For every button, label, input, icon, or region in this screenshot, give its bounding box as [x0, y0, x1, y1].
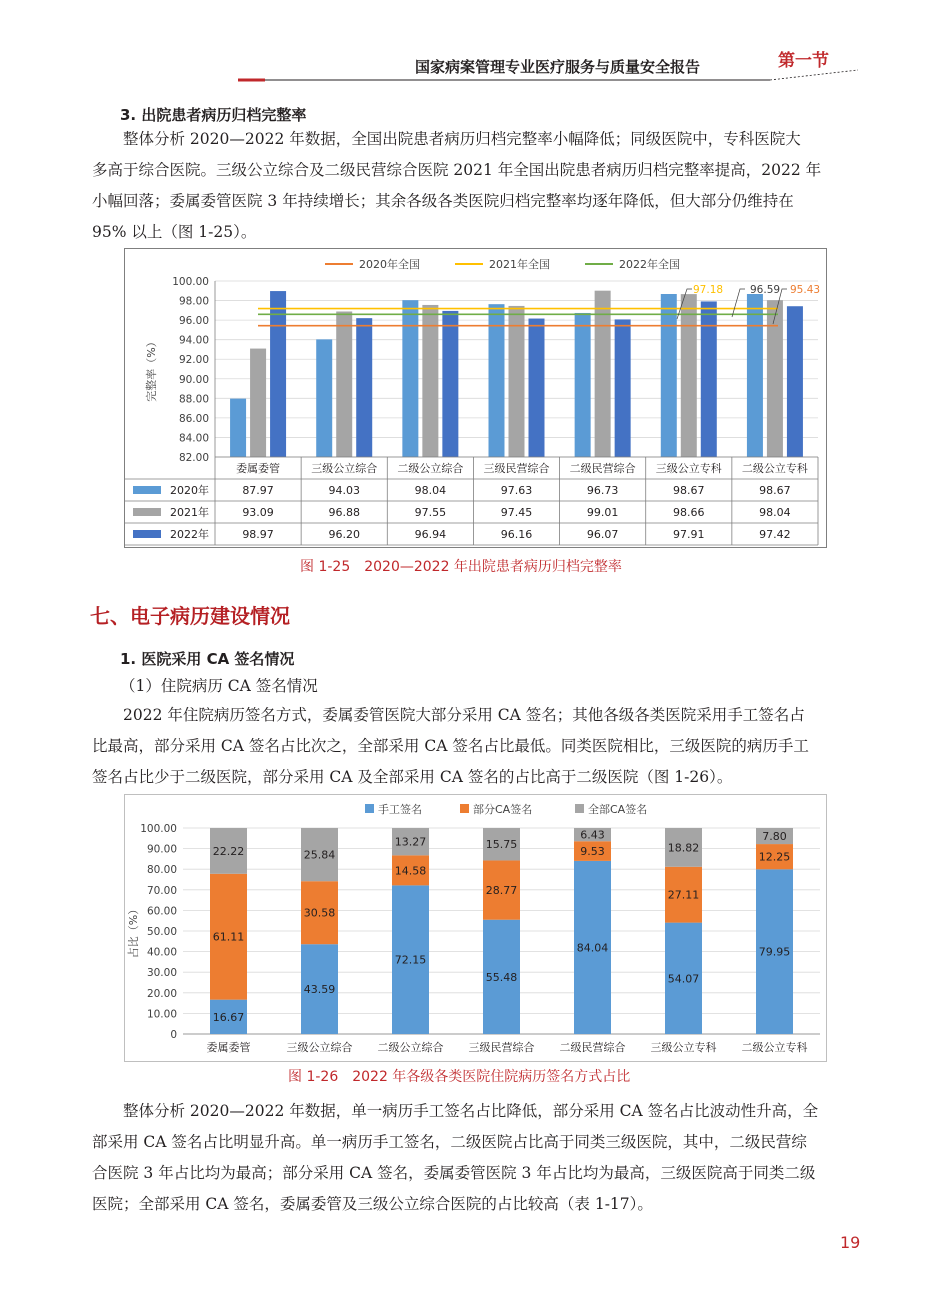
category-label: 三级公立专科 — [650, 1041, 717, 1054]
series-label: 2020年 — [170, 484, 209, 497]
table-cell: 96.07 — [586, 528, 619, 541]
y-tick-label: 94.00 — [178, 334, 209, 347]
category-label: 三级公立综合 — [286, 1041, 353, 1054]
category-label: 三级民营综合 — [483, 462, 550, 475]
bar-2020年-二级公立专科 — [747, 294, 763, 457]
bar-2022年-三级公立综合 — [356, 318, 372, 457]
category-label: 二级公立综合 — [377, 1041, 444, 1054]
y-tick-label: 80.00 — [146, 864, 177, 877]
legend-swatch-手工签名 — [365, 804, 374, 813]
reference-value-label: 97.18 — [693, 284, 724, 296]
category-label: 三级公立专科 — [655, 462, 722, 475]
paragraph-line: 合医院 3 年占比均为最高；部分采用 CA 签名，委属委管医院 3 年占比均为最高，三级医院高于同类二级 — [92, 1164, 816, 1182]
paragraph-line: 小幅回落；委属委管医院 3 年持续增长；其余各级各类医院归档完整率均逐年降低，但大部分仍维持在 — [92, 192, 794, 210]
category-label: 二级公立综合 — [397, 462, 464, 475]
chart-1-26 — [125, 795, 826, 1061]
table-cell: 97.55 — [414, 506, 447, 519]
y-tick-label: 92.00 — [178, 354, 209, 367]
bar-2021年-三级公立综合 — [336, 312, 352, 457]
bar-2020年-二级民营综合 — [575, 313, 591, 457]
bar-2022年-二级公立综合 — [442, 311, 458, 457]
bar-2020年-三级公立专科 — [661, 294, 677, 457]
data-label: 72.15 — [394, 953, 427, 967]
legend-swatch-全部CA签名 — [575, 804, 584, 813]
y-tick-label: 82.00 — [178, 452, 209, 464]
y-tick-label: 90.00 — [178, 373, 209, 386]
data-label: 27.11 — [667, 888, 700, 902]
table-cell: 96.94 — [414, 528, 447, 541]
y-tick-label: 60.00 — [146, 905, 177, 918]
paragraph-line: 2022 年住院病历签名方式，委属委管医院大部分采用 CA 签名；其他各级各类医院采用手工签名占 — [123, 706, 805, 724]
reference-value-label: 95.43 — [790, 284, 821, 296]
data-label: 54.07 — [667, 972, 700, 986]
header-title: 国家病案管理专业医疗服务与质量安全报告 — [415, 58, 701, 76]
category-label: 二级公立专科 — [741, 1041, 808, 1054]
y-tick-label: 88.00 — [178, 393, 209, 406]
paragraph-line: 比最高，部分采用 CA 签名占比次之，全部采用 CA 签名占比最低。同类医院相比，三级医院的病历手工 — [92, 737, 809, 755]
series-label: 2022年 — [170, 528, 209, 541]
table-cell: 98.04 — [414, 484, 447, 497]
data-label: 7.80 — [762, 830, 787, 844]
callout-leader — [732, 289, 745, 317]
legend-label: 2022年全国 — [619, 258, 680, 271]
table-cell: 98.67 — [759, 484, 791, 497]
y-tick-label: 10.00 — [146, 1008, 177, 1021]
section-heading-3: 3. 出院患者病历归档完整率 — [120, 106, 307, 124]
data-label: 55.48 — [485, 970, 518, 984]
data-label: 13.27 — [394, 835, 427, 849]
table-cell: 87.97 — [242, 484, 274, 497]
bar-2022年-委属委管 — [270, 291, 286, 457]
table-cell: 96.73 — [586, 484, 619, 497]
table-cell: 99.01 — [586, 506, 619, 519]
table-cell: 93.09 — [242, 506, 274, 519]
figure-1-26-frame — [124, 794, 827, 1062]
data-label: 9.53 — [580, 845, 605, 859]
bar-2022年-二级民营综合 — [615, 319, 631, 457]
sub-heading-2: （1）住院病历 CA 签名情况 — [120, 677, 318, 695]
paragraph-line: 部采用 CA 签名占比明显升高。单一病历手工签名，二级医院占比高于同类三级医院，其中，二级民营综 — [92, 1133, 807, 1151]
data-label: 61.11 — [212, 930, 245, 944]
table-cell: 96.20 — [328, 528, 360, 541]
paragraph-s7 — [92, 700, 867, 793]
data-label: 43.59 — [303, 983, 336, 997]
paragraph-s8 — [92, 1096, 867, 1220]
bar-2020年-二级公立综合 — [402, 300, 418, 457]
bar-2020年-三级公立综合 — [316, 339, 332, 457]
y-tick-label: 84.00 — [178, 432, 209, 445]
table-cell: 97.63 — [500, 484, 533, 497]
data-label: 12.25 — [758, 850, 791, 864]
y-tick-label: 50.00 — [146, 926, 177, 938]
category-label: 二级公立专科 — [741, 462, 808, 475]
y-tick-label: 40.00 — [146, 946, 177, 959]
legend-label: 全部CA签名 — [588, 803, 648, 816]
chart-1-25 — [125, 249, 826, 547]
data-label: 18.82 — [667, 841, 700, 855]
data-label: 25.84 — [303, 848, 336, 862]
bar-2021年-委属委管 — [250, 349, 266, 457]
data-label: 30.58 — [303, 906, 336, 920]
y-tick-label: 0 — [170, 1029, 177, 1041]
reference-value-label: 96.59 — [750, 284, 781, 296]
header-section: 第一节 — [778, 51, 829, 71]
table-cell: 98.67 — [673, 484, 705, 497]
y-tick-label: 20.00 — [146, 987, 177, 1000]
legend-swatch-2020年 — [133, 486, 161, 494]
table-cell: 94.03 — [328, 484, 360, 497]
category-label: 三级民营综合 — [468, 1041, 535, 1054]
figure-1-26-caption: 图 1-26 2022 年各级各类医院住院病历签名方式占比 — [288, 1069, 631, 1085]
table-cell: 98.04 — [759, 506, 791, 519]
y-tick-label: 30.00 — [146, 967, 177, 980]
figure-1-25-frame — [124, 248, 827, 548]
section-heading-7: 七、电子病历建设情况 — [90, 604, 290, 628]
y-tick-label: 96.00 — [178, 315, 209, 328]
paragraph-line: 签名占比少于二级医院，部分采用 CA 及全部采用 CA 签名的占比高于二级医院（图 1-26）。 — [92, 768, 733, 786]
table-cell: 98.66 — [673, 506, 705, 519]
bar-2022年-三级民营综合 — [529, 319, 545, 457]
paragraph-line: 95% 以上（图 1-25）。 — [92, 223, 257, 241]
legend-label: 手工签名 — [378, 803, 422, 816]
data-label: 16.67 — [212, 1010, 245, 1024]
legend-swatch-部分CA签名 — [460, 804, 469, 813]
data-label: 22.22 — [212, 844, 245, 858]
bar-2021年-二级公立综合 — [422, 305, 438, 457]
paragraph-s3 — [92, 124, 867, 248]
y-tick-label: 90.00 — [146, 843, 177, 856]
paragraph-line: 整体分析 2020—2022 年数据，全国出院患者病历归档完整率小幅降低；同级医院中，专科医院大 — [123, 130, 801, 148]
table-cell: 96.16 — [500, 528, 533, 541]
data-label: 6.43 — [580, 828, 605, 842]
figure-1-25-caption: 图 1-25 2020—2022 年出院患者病历归档完整率 — [300, 559, 622, 575]
table-cell: 96.88 — [328, 506, 360, 519]
y-axis-label: 完整率（%） — [145, 336, 158, 402]
legend-label: 2020年全国 — [359, 258, 420, 271]
data-label: 28.77 — [485, 884, 518, 898]
series-label: 2021年 — [170, 506, 209, 519]
bar-2022年-三级公立专科 — [701, 301, 717, 457]
category-label: 二级民营综合 — [559, 1041, 626, 1054]
legend-swatch-2022年 — [133, 530, 161, 538]
paragraph-line: 医院；全部采用 CA 签名，委属委管及三级公立综合医院的占比较高（表 1-17）。 — [92, 1195, 653, 1213]
page-number: 19 — [840, 1233, 861, 1252]
bar-2021年-二级公立专科 — [767, 300, 783, 457]
category-label: 三级公立综合 — [311, 462, 378, 475]
paragraph-line: 多高于综合医院。三级公立综合及二级民营综合医院 2021 年全国出院患者病历归档完整率提高，2022 年 — [92, 161, 822, 179]
table-cell: 97.45 — [500, 506, 533, 519]
y-tick-label: 100.00 — [140, 823, 177, 835]
y-tick-label: 98.00 — [178, 295, 209, 308]
y-axis-label: 占比（%） — [127, 903, 140, 959]
category-label: 委属委管 — [206, 1041, 251, 1054]
table-cell: 98.97 — [242, 528, 274, 541]
data-label: 14.58 — [394, 864, 427, 878]
bar-2020年-委属委管 — [230, 399, 246, 457]
y-tick-label: 86.00 — [178, 412, 209, 425]
y-tick-label: 70.00 — [146, 884, 177, 897]
bar-2021年-三级公立专科 — [681, 294, 697, 457]
data-label: 79.95 — [758, 945, 791, 959]
table-cell: 97.42 — [759, 528, 791, 541]
legend-label: 部分CA签名 — [473, 803, 533, 816]
data-label: 84.04 — [576, 941, 609, 955]
y-tick-label: 100.00 — [172, 276, 209, 288]
bar-2022年-二级公立专科 — [787, 306, 803, 457]
bar-2021年-三级民营综合 — [509, 306, 525, 457]
table-cell: 97.91 — [673, 528, 705, 541]
data-label: 15.75 — [485, 838, 518, 852]
category-label: 委属委管 — [236, 462, 281, 475]
category-label: 二级民营综合 — [569, 462, 636, 475]
paragraph-line: 整体分析 2020—2022 年数据，单一病历手工签名占比降低，部分采用 CA 签名占比波动性升高，全 — [123, 1102, 819, 1120]
bar-2021年-二级民营综合 — [595, 291, 611, 457]
legend-swatch-2021年 — [133, 508, 161, 516]
bar-2020年-三级民营综合 — [489, 304, 505, 457]
sub-heading-1: 1. 医院采用 CA 签名情况 — [120, 650, 295, 668]
legend-label: 2021年全国 — [489, 258, 550, 271]
